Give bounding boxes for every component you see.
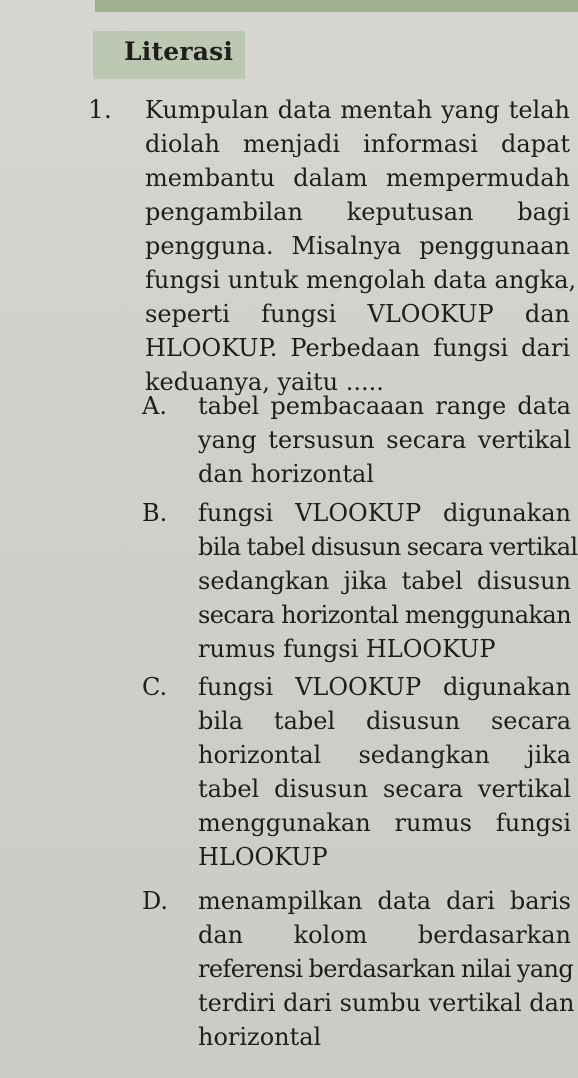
option-d-line: referensi berdasarkan nilai yang [198,955,574,983]
option-b-line: fungsi VLOOKUP digunakan [198,499,571,527]
option-b-line: secara horizontal menggunakan [198,601,571,629]
question-line: diolah menjadi informasi dapat [145,130,570,158]
question-line: keduanya, yaitu ..... [145,368,384,396]
option-a-letter: A. [142,392,167,420]
question-line: membantu dalam mempermudah [145,164,570,192]
option-d-letter: D. [142,887,169,915]
option-c-line: bila tabel disusun secara [198,707,571,735]
option-c-line: HLOOKUP [198,843,328,871]
question-line: pengguna. Misalnya penggunaan [145,232,570,260]
option-d-line: terdiri dari sumbu vertikal dan [198,989,575,1017]
option-a-line: yang tersusun secara vertikal [198,426,571,454]
question-line: pengambilan keputusan bagi [145,198,570,226]
option-b-line: sedangkan jika tabel disusun [198,567,571,595]
question-line: fungsi untuk mengolah data angka, [145,266,577,294]
option-b-line: rumus fungsi HLOOKUP [198,635,496,663]
question-line: seperti fungsi VLOOKUP dan [145,300,570,328]
question-line: HLOOKUP. Perbedaan fungsi dari [145,334,570,362]
option-d-line: dan kolom berdasarkan [198,921,571,949]
option-c-line: fungsi VLOOKUP digunakan [198,673,571,701]
option-b-letter: B. [142,499,168,527]
option-c-line: tabel disusun secara vertikal [198,775,571,803]
section-title: Literasi [124,37,234,66]
option-c-line: horizontal sedangkan jika [198,741,571,769]
option-d-line: horizontal [198,1023,322,1051]
option-a-line: tabel pembacaaan range data [198,392,571,420]
question-line: Kumpulan data mentah yang telah [145,96,570,124]
question-number: 1. [88,95,112,124]
option-c-letter: C. [142,673,168,701]
option-c-line: menggunakan rumus fungsi [198,809,571,837]
top-color-bar [95,0,578,12]
option-b-line: bila tabel disusun secara vertikal [198,533,578,561]
option-d-line: menampilkan data dari baris [198,887,571,915]
option-a-line: dan horizontal [198,460,374,488]
